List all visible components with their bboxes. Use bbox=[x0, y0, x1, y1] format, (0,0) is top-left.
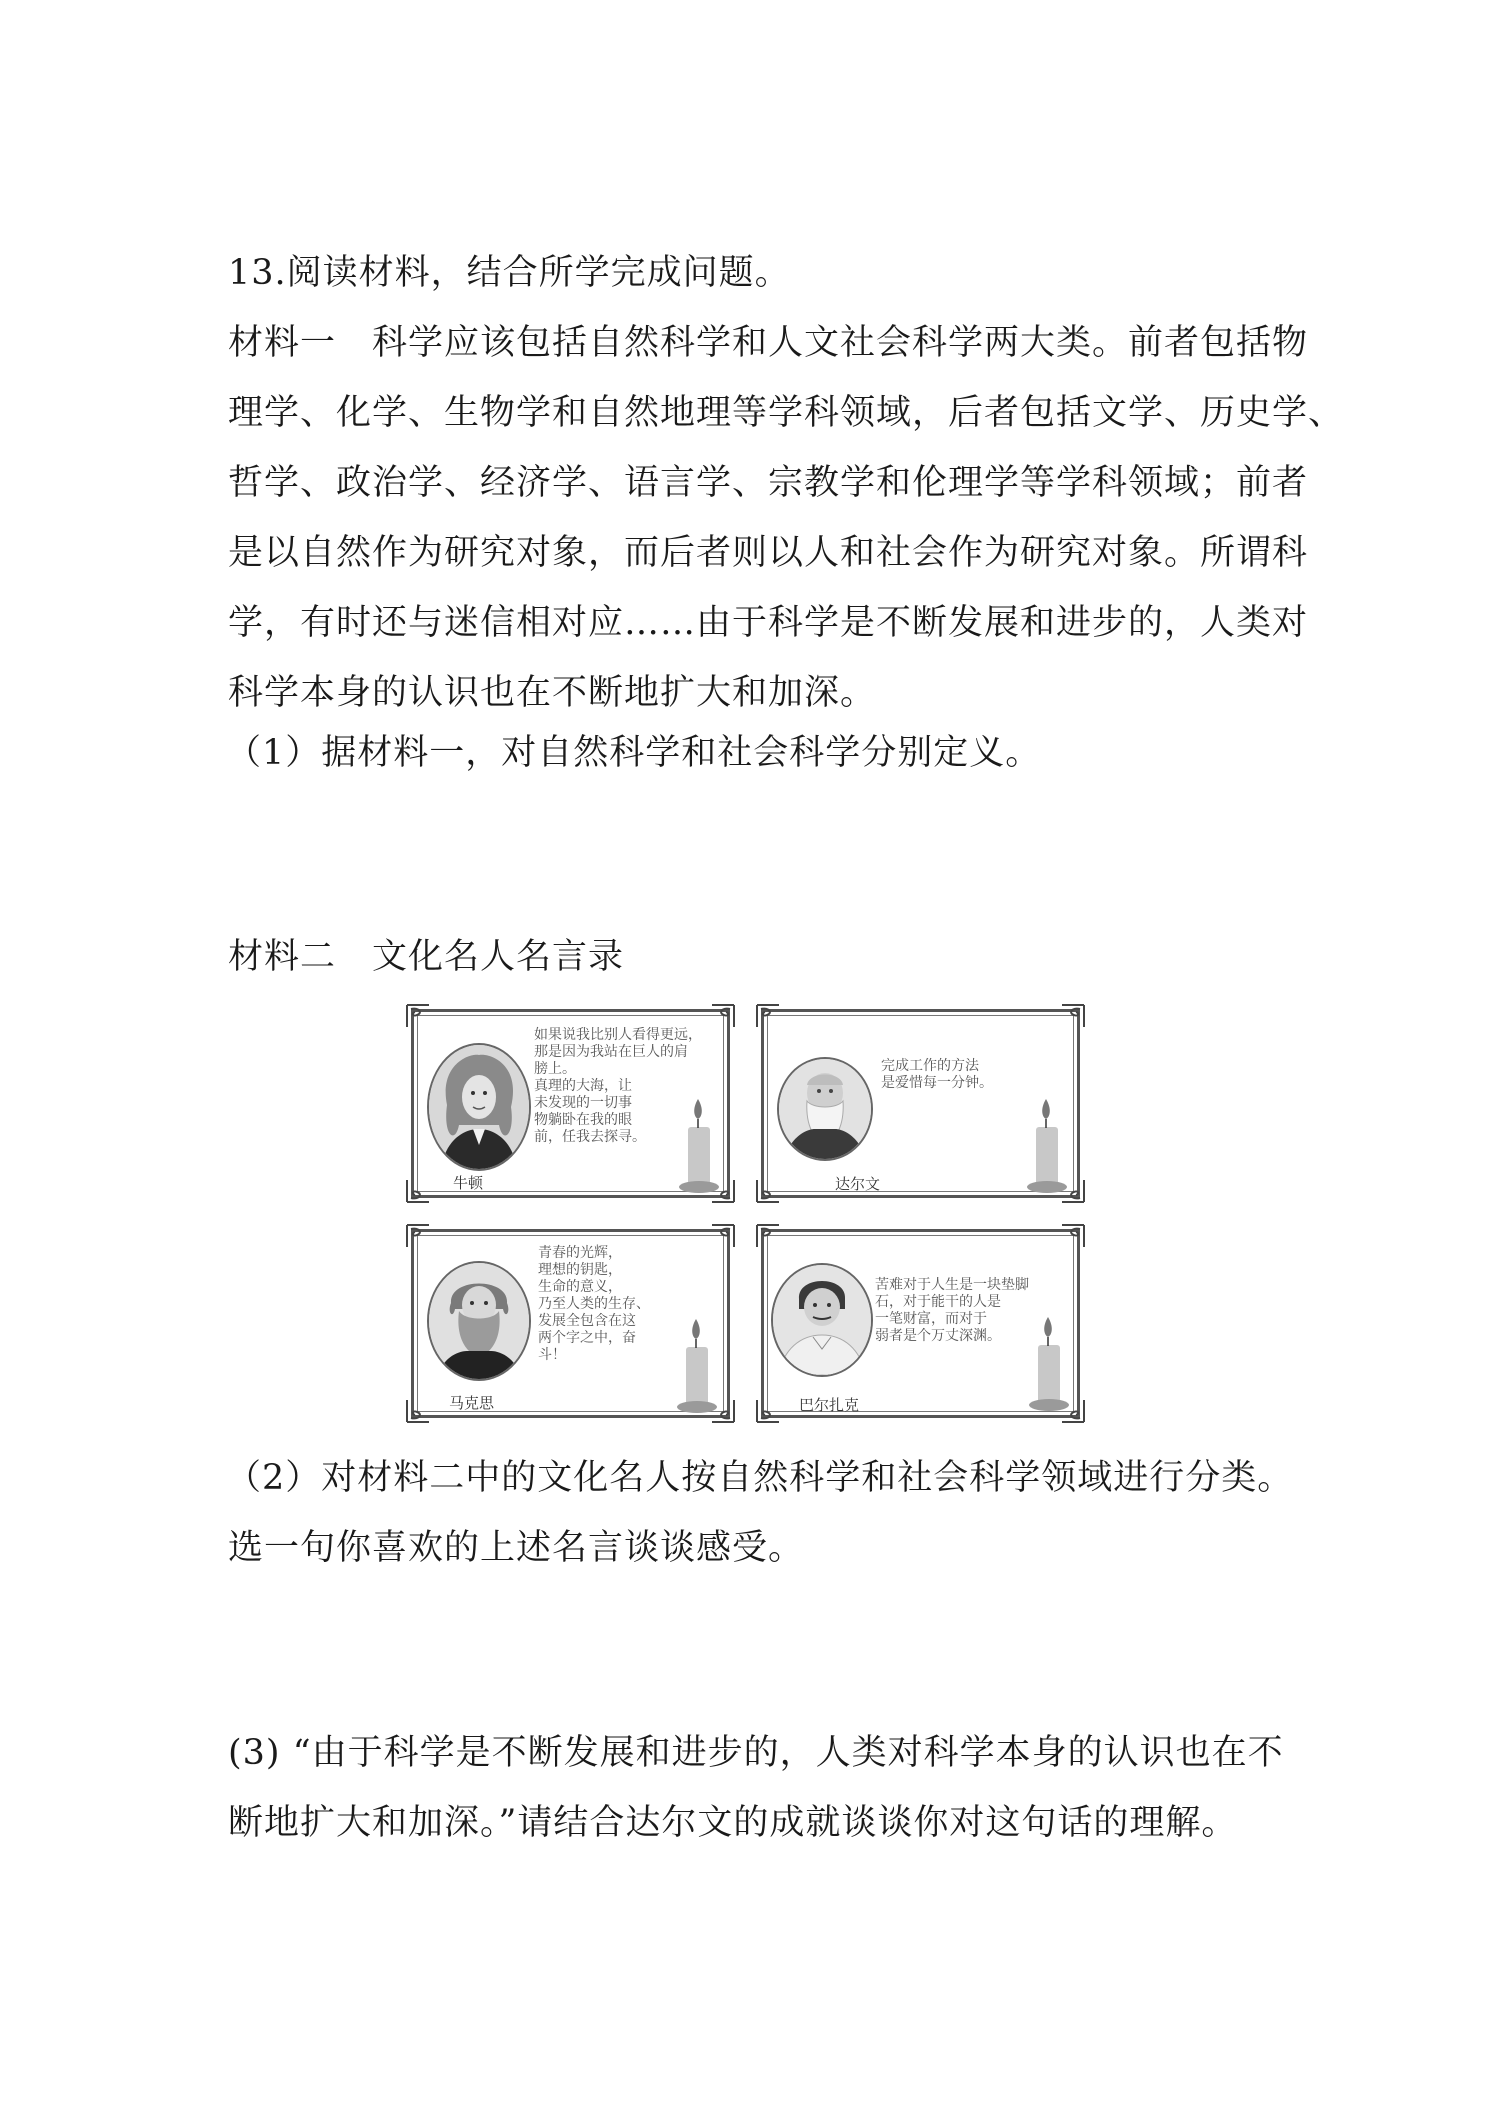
material1-line: 学，有时还与迷信相对应……由于科学是不断发展和进步的，人类对 bbox=[228, 603, 1309, 643]
ornament-icon bbox=[710, 1003, 736, 1029]
material2-title: 材料二 文化名人名言录 bbox=[228, 937, 625, 977]
material1-line: 材料一 科学应该包括自然科学和人文社会科学两大类。前者包括物 bbox=[228, 323, 1309, 363]
ornament-icon bbox=[405, 1223, 431, 1249]
marx-name: 马克思 bbox=[449, 1394, 495, 1412]
ornament-icon bbox=[755, 1223, 781, 1249]
ornament-icon bbox=[755, 1003, 781, 1029]
ornament-icon bbox=[710, 1223, 736, 1249]
ornament-icon bbox=[1060, 1223, 1086, 1249]
question-3-line: (3) “由于科学是不断发展和进步的，人类对科学本身的认识也在不 bbox=[228, 1733, 1284, 1773]
question-3-line: 断地扩大和加深。”请结合达尔文的成就谈谈你对这句话的理解。 bbox=[228, 1803, 1238, 1843]
question-2-line: 选一句你喜欢的上述名言谈谈感受。 bbox=[228, 1528, 805, 1568]
candle-icon bbox=[675, 1095, 721, 1195]
darwin-name: 达尔文 bbox=[835, 1175, 881, 1193]
newton-portrait-icon bbox=[427, 1043, 531, 1171]
newton-quote: 如果说我比别人看得更远， 那是因为我站在巨人的肩 膀上。 真理的大海，让 未发现的一切事 物躺卧在我的眼 前，任我去探寻。 bbox=[534, 1027, 702, 1145]
quote-card-balzac bbox=[755, 1223, 1086, 1424]
darwin-portrait-icon bbox=[777, 1057, 873, 1161]
marx-portrait-icon bbox=[427, 1261, 531, 1381]
question-title: 13.阅读材料，结合所学完成问题。 bbox=[228, 253, 791, 293]
question-1: （1）据材料一，对自然科学和社会科学分别定义。 bbox=[226, 733, 1042, 773]
quote-card-newton bbox=[405, 1003, 736, 1204]
balzac-quote: 苦难对于人生是一块垫脚 石，对于能干的人是 一笔财富，而对于 弱者是个万丈深渊。 bbox=[875, 1277, 1029, 1344]
quote-card-marx bbox=[405, 1223, 736, 1424]
material1-line: 理学、化学、生物学和自然地理等学科领域，后者包括文学、历史学、 bbox=[228, 393, 1345, 433]
quote-card-darwin bbox=[755, 1003, 1086, 1204]
darwin-quote: 完成工作的方法 是爱惜每一分钟。 bbox=[881, 1058, 993, 1091]
ornament-icon bbox=[405, 1003, 431, 1029]
candle-icon bbox=[1023, 1095, 1069, 1195]
ornament-icon bbox=[1060, 1003, 1086, 1029]
question-2-line: （2）对材料二中的文化名人按自然科学和社会科学领域进行分类。 bbox=[226, 1458, 1294, 1498]
material1-line: 科学本身的认识也在不断地扩大和加深。 bbox=[228, 673, 877, 713]
ornament-icon bbox=[755, 1178, 781, 1204]
material1-line: 是以自然作为研究对象，而后者则以人和社会作为研究对象。所谓科 bbox=[228, 533, 1309, 573]
newton-name: 牛顿 bbox=[453, 1174, 484, 1192]
ornament-icon bbox=[405, 1398, 431, 1424]
balzac-name: 巴尔扎克 bbox=[799, 1396, 860, 1414]
material1-line: 哲学、政治学、经济学、语言学、宗教学和伦理学等学科领域；前者 bbox=[228, 463, 1309, 503]
ornament-icon bbox=[405, 1178, 431, 1204]
balzac-portrait-icon bbox=[771, 1263, 873, 1377]
candle-icon bbox=[1025, 1313, 1071, 1413]
ornament-icon bbox=[755, 1398, 781, 1424]
quotes-figure bbox=[405, 1003, 1093, 1431]
marx-quote: 青春的光辉， 理想的钥匙， 生命的意义， 乃至人类的生存、 发展全包含在这 两个字之中，奋 斗！ bbox=[538, 1245, 650, 1363]
candle-icon bbox=[673, 1315, 719, 1415]
